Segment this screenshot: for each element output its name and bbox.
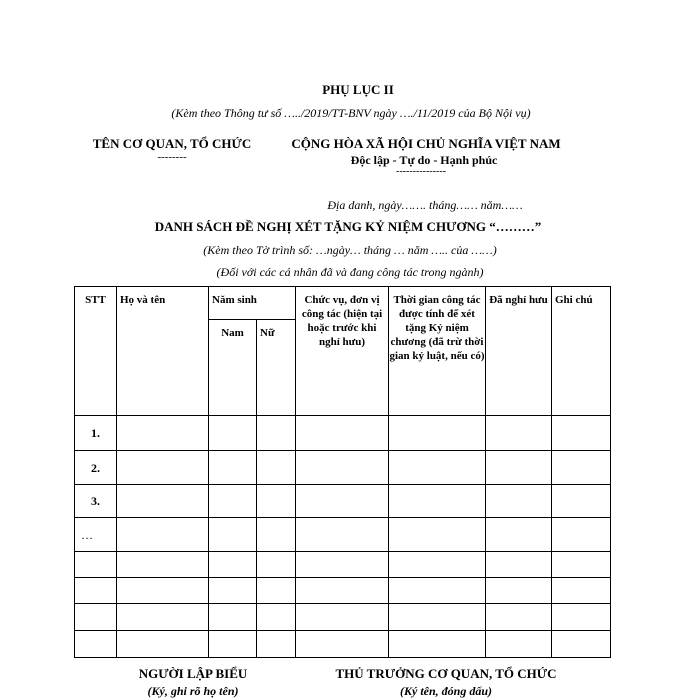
cell: [209, 552, 257, 578]
appendix-subtitle: (Kèm theo Thông tư số …../2019/TT-BNV ngày …./11/2019 của Bộ Nội vụ): [171, 106, 531, 120]
cell: [486, 451, 552, 485]
cell: [257, 578, 296, 604]
cell: [209, 518, 257, 552]
row-number: 1.: [75, 416, 117, 451]
table-row: [75, 552, 611, 578]
cell: [209, 631, 257, 658]
cell: [296, 552, 389, 578]
row-number: 2.: [75, 451, 117, 485]
cell: [552, 518, 611, 552]
header-male: Nam: [209, 320, 257, 416]
table-row: [75, 416, 611, 451]
table-row: [75, 604, 611, 631]
cell: [209, 604, 257, 631]
cell: [296, 485, 389, 518]
head-signature-note: (Ký tên, đóng dấu): [399, 684, 493, 698]
cell: [257, 552, 296, 578]
cell: [486, 578, 552, 604]
cell: [117, 451, 209, 485]
cell: [257, 451, 296, 485]
cell: [209, 416, 257, 451]
preparer-signature-title: NGƯỜI LẬP BIỂU: [138, 666, 248, 681]
motto-divider: ---------------: [396, 166, 446, 177]
org-divider: --------: [157, 151, 187, 163]
cell: [257, 485, 296, 518]
cell: [296, 578, 389, 604]
cell: [257, 604, 296, 631]
cell: [209, 451, 257, 485]
header-position: Chức vụ, đơn vị công tác (hiện tại hoặc trước khi nghỉ hưu): [296, 287, 389, 416]
header-name: Họ và tên: [117, 287, 209, 416]
cell: [552, 631, 611, 658]
list-title: DANH SÁCH ĐỀ NGHỊ XÉT TẶNG KỶ NIỆM CHƯƠNG “………”: [154, 219, 542, 234]
row-number: …: [75, 518, 117, 552]
table-row: [75, 518, 611, 552]
cell: [209, 578, 257, 604]
row-number: [75, 578, 117, 604]
cell: [552, 485, 611, 518]
cell: [389, 552, 486, 578]
header-female: Nữ: [257, 320, 296, 416]
cell: [117, 416, 209, 451]
cell: [296, 604, 389, 631]
cell: [552, 552, 611, 578]
nation-heading: CỘNG HÒA XÃ HỘI CHỦ NGHĨA VIỆT NAM: [291, 136, 561, 151]
row-number: [75, 631, 117, 658]
cell: [296, 451, 389, 485]
cell: [552, 451, 611, 485]
place-date-line: Địa danh, ngày……. tháng…… năm……: [327, 198, 523, 212]
cell: [296, 416, 389, 451]
table-row: [75, 631, 611, 658]
cell: [389, 416, 486, 451]
cell: [552, 416, 611, 451]
scope-line: (Đối với các cá nhân đã và đang công tác trong ngành): [216, 265, 484, 279]
cell: [117, 631, 209, 658]
cell: [117, 518, 209, 552]
header-stt: STT: [75, 287, 117, 416]
cell: [389, 518, 486, 552]
table-row: [75, 451, 611, 485]
row-number: [75, 552, 117, 578]
cell: [257, 518, 296, 552]
cell: [389, 631, 486, 658]
cell: [552, 604, 611, 631]
cell: [486, 552, 552, 578]
cell: [117, 578, 209, 604]
cell: [389, 451, 486, 485]
cell: [486, 416, 552, 451]
cell: [209, 485, 257, 518]
cell: [486, 604, 552, 631]
cell: [296, 631, 389, 658]
cell: [117, 485, 209, 518]
table-row: [75, 578, 611, 604]
cell: [389, 604, 486, 631]
header-birth-year: Năm sinh: [209, 287, 296, 320]
header-service-time: Thời gian công tác được tính để xét tặng Kỷ niệm chương (đã trừ thời gian kỷ luật, nếu có): [389, 287, 486, 416]
header-retired: Đã nghỉ hưu: [486, 287, 552, 416]
cell: [257, 416, 296, 451]
cell: [486, 518, 552, 552]
reference-line: (Kèm theo Tờ trình số: …ngày… tháng … năm ….. của ……): [203, 243, 497, 257]
cell: [389, 578, 486, 604]
org-name: TÊN CƠ QUAN, TỔ CHỨC: [92, 136, 252, 151]
table-row: [75, 485, 611, 518]
preparer-signature-note: (Ký, ghi rõ họ tên): [147, 684, 239, 698]
cell: [296, 518, 389, 552]
head-signature-title: THỦ TRƯỞNG CƠ QUAN, TỔ CHỨC: [335, 666, 557, 681]
appendix-title: PHỤ LỤC II: [322, 82, 394, 97]
cell: [117, 552, 209, 578]
cell: [257, 631, 296, 658]
row-number: [75, 604, 117, 631]
cell: [552, 578, 611, 604]
row-number: 3.: [75, 485, 117, 518]
motto: Độc lập - Tự do - Hạnh phúc: [350, 153, 498, 167]
nomination-table: [74, 286, 611, 658]
cell: [117, 604, 209, 631]
cell: [486, 631, 552, 658]
cell: [389, 485, 486, 518]
cell: [486, 485, 552, 518]
header-notes: Ghi chú: [552, 287, 611, 416]
